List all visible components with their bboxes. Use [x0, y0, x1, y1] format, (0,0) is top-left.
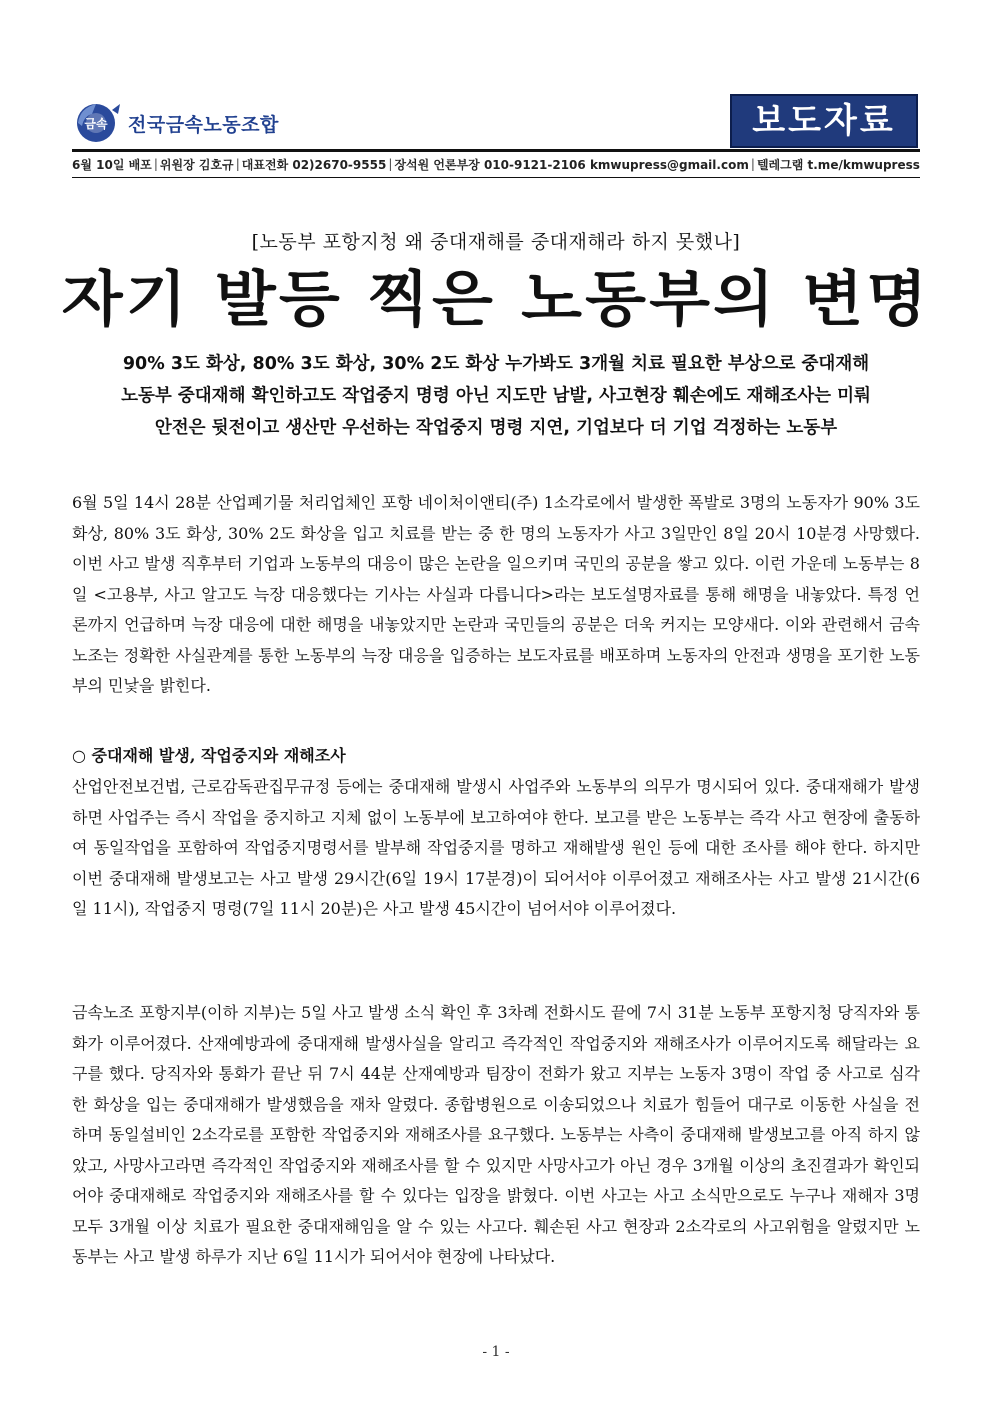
- header-rule-bottom: [72, 177, 920, 178]
- org-name: 전국금속노동조합: [128, 113, 279, 136]
- section-heading: ○ 중대재해 발생, 작업중지와 재해조사: [72, 746, 346, 765]
- summary-block: [60, 348, 932, 444]
- summary-line: 안전은 뒷전이고 생산만 우선하는 작업중지 명령 지연, 기업보다 더 기업 걱정하는 노동부: [154, 418, 838, 438]
- headline: 자기 발등 찍은 노동부의 변명: [61, 265, 931, 335]
- section-paragraph-1: 산업안전보건법, 근로감독관집무규정 등에는 중대재해 발생시 사업주와 노동부의 의무가 명시되어 있다. 중대재해가 발생하면 사업주는 즉시 작업을 중지하고 지체 없이 노동부에 보고하여야 한다. 보고를 받은 노동부는 즉각 사고 현장에 출동하여 동일작업을 포함하여 작업중지명령서를 발부해 작업중지를 명하고 재해발생 원인 등에 대한 조사를 해야 한다. 하지만 이번 중대재해 발생보고는 사고 발생 29시간(6일 19시 17분경)이 되어서야 이루어졌고 재해조사는 사고 발생 21시간(6일 11시), 작업중지 명령(7일 11시 20분)은 사고 발생 45시간이 넘어서야 이루어졌다.: [72, 777, 920, 918]
- org-logo: [72, 98, 279, 148]
- header-rule-top: [72, 149, 920, 152]
- logo-glyph: 금속: [84, 117, 108, 131]
- contact-separator: |: [235, 157, 240, 171]
- contact-bar: [72, 153, 920, 175]
- union-emblem-icon: [72, 100, 124, 146]
- summary-line: 노동부 중대재해 확인하고도 작업중지 명령 아닌 지도만 남발, 사고현장 훼손에도 재해조사는 미뤄: [121, 386, 871, 406]
- intro-paragraph: 6월 5일 14시 28분 산업폐기물 처리업체인 포항 네이처이앤티(주) 1소각로에서 발생한 폭발로 3명의 노동자가 90% 3도 화상, 80% 3도 화상, 30% 2도 화상을 입고 치료를 받는 중 한 명의 노동자가 사고 3일만인 8일 20시 10분경 사망했다. 이번 사고 발생 직후부터 기업과 노동부의 대응이 많은 논란을 일으키며 국민의 공분을 쌓고 있다. 이런 가운데 노동부는 8일 <고용부, 사고 알고도 늑장 대응했다는 기사는 사실과 다릅니다>라는 보도설명자료를 통해 해명을 내놓았다. 특정 언론까지 언급하며 늑장 대응에 대한 해명을 내놓았지만 논란과 국민들의 공분은 더욱 커지는 모양새다. 이와 관련해서 금속노조는 정확한 사실관계를 통한 노동부의 늑장 대응을 입증하는 보도자료를 배포하며 노동자의 안전과 생명을 포기한 노동부의 민낯을 밝힌다.: [72, 493, 920, 695]
- contact-separator: |: [388, 157, 393, 171]
- contact-press-officer: 장석원 언론부장 010-9121-2106 kmwupress@gmail.com: [394, 157, 749, 172]
- press-release-badge: 보도자료: [730, 94, 918, 148]
- contact-chairperson: 위원장 김호규: [159, 157, 234, 172]
- contact-telegram: 텔레그램 t.me/kmwupress: [756, 157, 920, 172]
- summary-line: 90% 3도 화상, 80% 3도 화상, 30% 2도 화상 누가봐도 3개월 치료 필요한 부상으로 중대재해: [122, 354, 870, 374]
- contact-date: 6월 10일 배포: [72, 157, 152, 172]
- page-number: - 1 -: [482, 1344, 510, 1360]
- subtitle: [노동부 포항지청 왜 중대재해를 중대재해라 하지 못했나]: [251, 231, 741, 253]
- section-paragraph-2: 금속노조 포항지부(이하 지부)는 5일 사고 발생 소식 확인 후 3차례 전화시도 끝에 7시 31분 노동부 포항지청 당직자와 통화가 이루어졌다. 산재예방과에 중대재해 발생사실을 알리고 즉각적인 작업중지와 재해조사가 이루어지도록 해달라는 요구를 했다. 당직자와 통화가 끝난 뒤 7시 44분 산재예방과 팀장이 전화가 왔고 지부는 노동자 3명이 작업 중 사고로 심각한 화상을 입는 중대재해가 발생했음을 재차 알렸다. 종합병원으로 이송되었으나 치료가 힘들어 대구로 이동한 사실을 전하며 동일설비인 2소각로를 포함한 작업중지와 재해조사를 요구했다. 노동부는 사측이 중대재해 발생보고를 아직 하지 않았고, 사망사고라면 즉각적인 작업중지와 재해조사를 할 수 있지만 사망사고가 아닌 경우 3개월 이상의 초진결과가 확인되어야 중대재해로 작업중지와 재해조사를 할 수 있다는 입장을 밝혔다. 이번 사고는 사고 소식만으로도 누구나 재해자 3명 모두 3개월 이상 치료가 필요한 중대재해임을 알 수 있는 사고다. 훼손된 사고 현장과 2소각로의 사고위험을 알렸지만 노동부는 사고 발생 하루가 지난 6일 11시가 되어서야 현장에 나타났다.: [72, 1003, 920, 1266]
- contact-phone: 대표전화 02)2670-9555: [241, 157, 387, 172]
- contact-separator: |: [750, 157, 755, 171]
- contact-separator: |: [153, 157, 158, 171]
